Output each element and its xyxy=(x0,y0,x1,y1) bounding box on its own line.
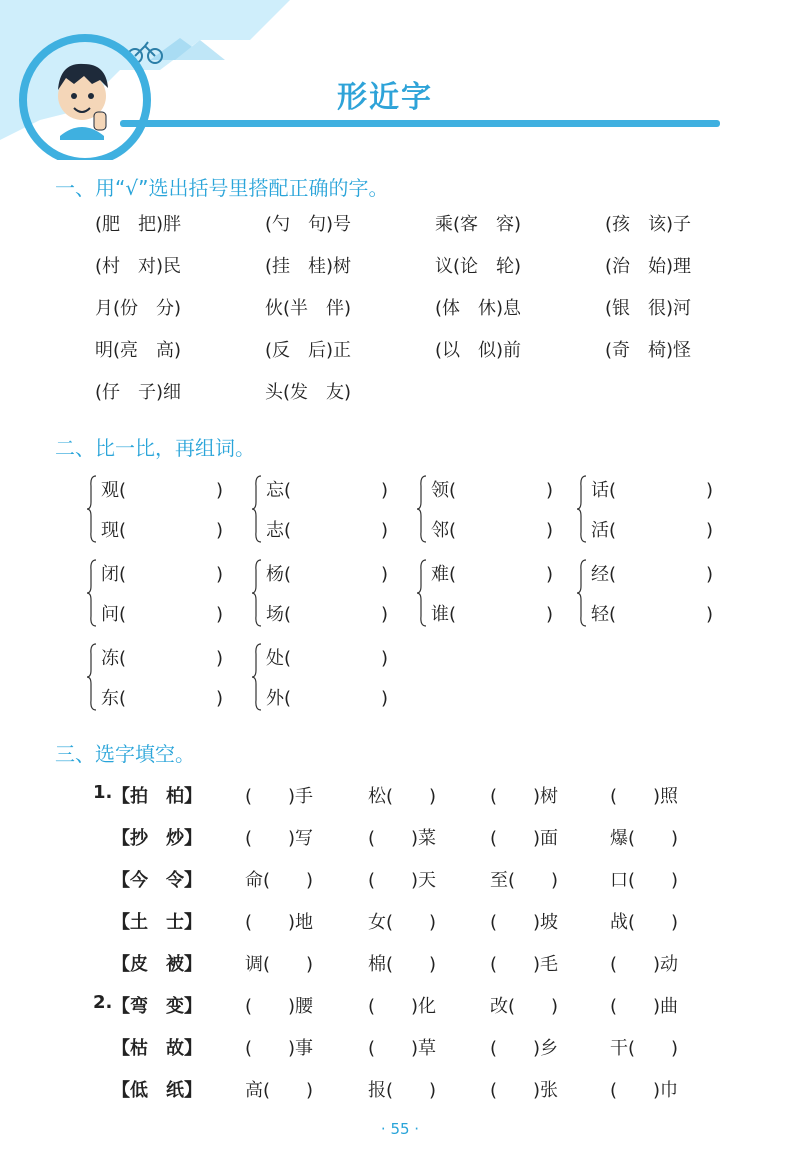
fill-blank-item: 松( ) xyxy=(368,786,437,807)
fill-blank-item: ( )毛 xyxy=(490,954,559,975)
fill-blank-item: 命( ) xyxy=(245,870,314,891)
choice-label: 【土 士】 xyxy=(112,912,202,933)
compare-word: 难( ) xyxy=(431,564,554,585)
compare-word: 忘( ) xyxy=(266,480,389,501)
brace-icon xyxy=(87,642,97,712)
choice-label: 【枯 故】 xyxy=(112,1038,202,1059)
choice-item: 头(发 友) xyxy=(265,382,352,403)
choice-item: (村 对)民 xyxy=(95,256,182,277)
brace-icon xyxy=(87,558,97,628)
choice-label: 【拍 柏】 xyxy=(112,786,202,807)
compare-word: 经( ) xyxy=(591,564,714,585)
choice-item: 伙(半 伴) xyxy=(265,298,352,319)
choice-item: 议(论 轮) xyxy=(435,256,522,277)
choice-label: 【弯 变】 xyxy=(112,996,202,1017)
choice-item: (反 后)正 xyxy=(265,340,352,361)
fill-blank-item: ( )地 xyxy=(245,912,314,933)
compare-word: 问( ) xyxy=(101,604,224,625)
choice-item: (挂 桂)树 xyxy=(265,256,352,277)
choice-item: 明(亮 高) xyxy=(95,340,182,361)
compare-word: 场( ) xyxy=(266,604,389,625)
brace-icon xyxy=(252,558,262,628)
fill-blank-item: ( )张 xyxy=(490,1080,559,1101)
fill-blank-item: ( )天 xyxy=(368,870,437,891)
choice-label: 【抄 炒】 xyxy=(112,828,202,849)
fill-blank-item: 口( ) xyxy=(610,870,679,891)
choice-item: (孩 该)子 xyxy=(605,214,692,235)
fill-blank-item: ( )乡 xyxy=(490,1038,559,1059)
fill-blank-item: 高( ) xyxy=(245,1080,314,1101)
fill-blank-item: 至( ) xyxy=(490,870,559,891)
section1-heading: 一、用“√”选出括号里搭配正确的字。 xyxy=(55,176,389,200)
compare-word: 杨( ) xyxy=(266,564,389,585)
compare-word: 轻( ) xyxy=(591,604,714,625)
fill-blank-item: ( )菜 xyxy=(368,828,437,849)
fill-blank-item: ( )事 xyxy=(245,1038,314,1059)
compare-word: 邻( ) xyxy=(431,520,554,541)
compare-word: 观( ) xyxy=(101,480,224,501)
compare-word: 闭( ) xyxy=(101,564,224,585)
fill-blank-item: ( )照 xyxy=(610,786,679,807)
compare-word: 谁( ) xyxy=(431,604,554,625)
compare-word: 话( ) xyxy=(591,480,714,501)
choice-item: (体 休)息 xyxy=(435,298,522,319)
fill-blank-item: 女( ) xyxy=(368,912,437,933)
choice-item: (以 似)前 xyxy=(435,340,522,361)
choice-item: (勺 句)号 xyxy=(265,214,352,235)
brace-icon xyxy=(417,474,427,544)
page-title: 形近字 xyxy=(337,80,433,115)
fill-blank-item: 棉( ) xyxy=(368,954,437,975)
choice-item: (治 始)理 xyxy=(605,256,692,277)
fill-blank-item: 调( ) xyxy=(245,954,314,975)
section2-heading: 二、比一比，再组词。 xyxy=(55,436,255,460)
fill-blank-item: ( )面 xyxy=(490,828,559,849)
boy-mascot-icon xyxy=(58,64,108,140)
fill-blank-item: ( )曲 xyxy=(610,996,679,1017)
fill-blank-item: 爆( ) xyxy=(610,828,679,849)
fill-blank-item: 战( ) xyxy=(610,912,679,933)
compare-word: 东( ) xyxy=(101,688,224,709)
compare-word: 领( ) xyxy=(431,480,554,501)
choice-item: (肥 把)胖 xyxy=(95,214,182,235)
compare-word: 外( ) xyxy=(266,688,389,709)
brace-icon xyxy=(577,474,587,544)
compare-word: 活( ) xyxy=(591,520,714,541)
question-number: 1. xyxy=(93,782,113,803)
fill-blank-item: 报( ) xyxy=(368,1080,437,1101)
compare-word: 冻( ) xyxy=(101,648,224,669)
choice-item: (银 很)河 xyxy=(605,298,692,319)
brace-icon xyxy=(417,558,427,628)
fill-blank-item: ( )动 xyxy=(610,954,679,975)
fill-blank-item: 改( ) xyxy=(490,996,559,1017)
fill-blank-item: ( )巾 xyxy=(610,1080,679,1101)
brace-icon xyxy=(252,474,262,544)
fill-blank-item: 干( ) xyxy=(610,1038,679,1059)
brace-icon xyxy=(252,642,262,712)
choice-item: 乘(客 容) xyxy=(435,214,522,235)
fill-blank-item: ( )腰 xyxy=(245,996,314,1017)
question-number: 2. xyxy=(93,992,113,1013)
brace-icon xyxy=(577,558,587,628)
fill-blank-item: ( )手 xyxy=(245,786,314,807)
section3-heading: 三、选字填空。 xyxy=(55,742,195,766)
choice-label: 【低 纸】 xyxy=(112,1080,202,1101)
choice-label: 【今 令】 xyxy=(112,870,202,891)
choice-item: 月(份 分) xyxy=(95,298,182,319)
fill-blank-item: ( )坡 xyxy=(490,912,559,933)
compare-word: 志( ) xyxy=(266,520,389,541)
choice-item: (奇 椅)怪 xyxy=(605,340,692,361)
fill-blank-item: ( )树 xyxy=(490,786,559,807)
compare-word: 处( ) xyxy=(266,648,389,669)
page-number: · 55 · xyxy=(380,1120,420,1138)
compare-word: 现( ) xyxy=(101,520,224,541)
fill-blank-item: ( )草 xyxy=(368,1038,437,1059)
choice-label: 【皮 被】 xyxy=(112,954,202,975)
fill-blank-item: ( )写 xyxy=(245,828,314,849)
fill-blank-item: ( )化 xyxy=(368,996,437,1017)
brace-icon xyxy=(87,474,97,544)
choice-item: (仔 子)细 xyxy=(95,382,182,403)
